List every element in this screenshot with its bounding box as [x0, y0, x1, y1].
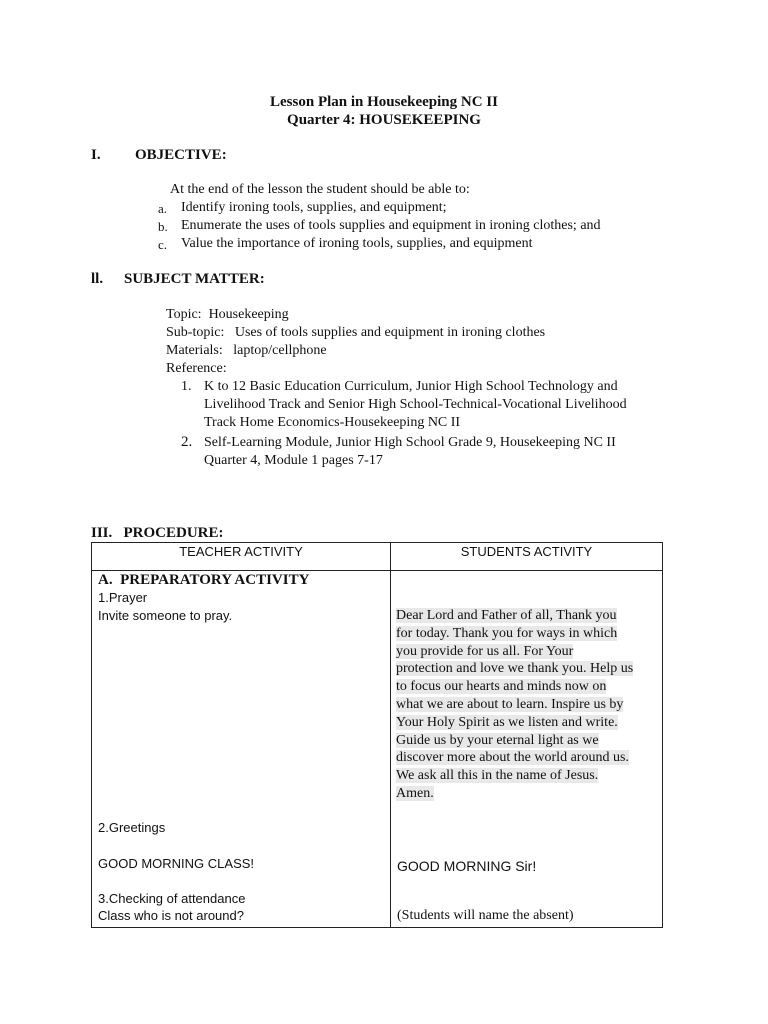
- prayer-line: what we are about to learn. Inspire us by: [396, 696, 624, 712]
- procedure-heading: III. PROCEDURE:: [91, 525, 224, 541]
- teacher-greeting: GOOD MORNING CLASS!: [98, 856, 255, 871]
- procedure-table: [91, 542, 663, 928]
- objective-intro: At the end of the lesson the student should be able to:: [170, 182, 470, 197]
- prayer-line: Your Holy Spirit as we listen and write.: [396, 714, 618, 730]
- reference-2-line-2: Quarter 4, Module 1 pages 7-17: [204, 453, 383, 468]
- subtopic-line: Sub-topic: Uses of tools supplies and equipment in ironing clothes: [166, 325, 546, 340]
- prayer-line: protection and love we thank you. Help us: [396, 661, 634, 677]
- reference-1-line-1: K to 12 Basic Education Curriculum, Junior High School Technology and: [204, 379, 618, 394]
- objective-item-c: Value the importance of ironing tools, supplies, and equipment: [181, 236, 533, 251]
- prayer-line: discover more about the world around us.: [396, 750, 629, 766]
- preparatory-activity-heading: A. PREPARATORY ACTIVITY: [98, 572, 310, 588]
- prayer-line: Guide us by your eternal light as we: [396, 732, 599, 748]
- objective-marker-c: c.: [158, 237, 168, 252]
- students-activity-header: STUDENTS ACTIVITY: [391, 543, 663, 571]
- materials-line: Materials: laptop/cellphone: [166, 343, 327, 358]
- reference-2-line-1: Self-Learning Module, Junior High School Grade 9, Housekeeping NC II: [204, 435, 616, 450]
- prayer-line: to focus our hearts and minds now on: [396, 679, 607, 695]
- document-subtitle: Quarter 4: HOUSEKEEPING: [287, 112, 481, 128]
- teacher-activity-header: TEACHER ACTIVITY: [92, 543, 391, 571]
- reference-marker-1: 1.: [181, 379, 192, 394]
- reference-1-line-3: Track Home Economics-Housekeeping NC II: [204, 415, 461, 430]
- subject-matter-numeral: ll.: [91, 271, 104, 287]
- prayer-instruction: Invite someone to pray.: [98, 608, 233, 623]
- prayer-line: We ask all this in the name of Jesus.: [396, 768, 599, 784]
- prayer-line: Dear Lord and Father of all, Thank you: [396, 608, 617, 623]
- prayer-line: for today. Thank you for ways in which: [396, 625, 618, 641]
- attendance-label: 3.Checking of attendance: [98, 891, 246, 906]
- objective-numeral: I.: [91, 147, 101, 163]
- objective-heading: OBJECTIVE:: [135, 147, 227, 163]
- students-activity-cell: [391, 571, 663, 928]
- student-greeting: GOOD MORNING Sir!: [397, 858, 537, 874]
- attendance-response: (Students will name the absent): [397, 908, 574, 923]
- prayer-line: you provide for us all. For Your: [396, 643, 574, 659]
- reference-label: Reference:: [166, 361, 227, 376]
- objective-item-b: Enumerate the uses of tools supplies and equipment in ironing clothes; and: [181, 218, 601, 233]
- teacher-activity-cell: [92, 571, 391, 928]
- procedure-table-header-row: [92, 543, 663, 571]
- reference-marker-2: 2.: [181, 434, 193, 450]
- attendance-question: Class who is not around?: [98, 908, 244, 923]
- prayer-label: 1.Prayer: [98, 590, 148, 605]
- procedure-table-row: [92, 571, 663, 928]
- greetings-label: 2.Greetings: [98, 820, 166, 835]
- prayer-line: Amen.: [396, 785, 434, 801]
- objective-item-a: Identify ironing tools, supplies, and equipment;: [181, 200, 447, 215]
- objective-marker-a: a.: [158, 201, 168, 216]
- reference-1-line-2: Livelihood Track and Senior High School-Technical-Vocational Livelihood: [204, 397, 627, 412]
- objective-marker-b: b.: [158, 219, 168, 234]
- prayer-text: [396, 607, 658, 803]
- document-title: Lesson Plan in Housekeeping NC II: [270, 94, 498, 110]
- topic-line: Topic: Housekeeping: [166, 307, 289, 322]
- subject-matter-heading: SUBJECT MATTER:: [124, 271, 265, 287]
